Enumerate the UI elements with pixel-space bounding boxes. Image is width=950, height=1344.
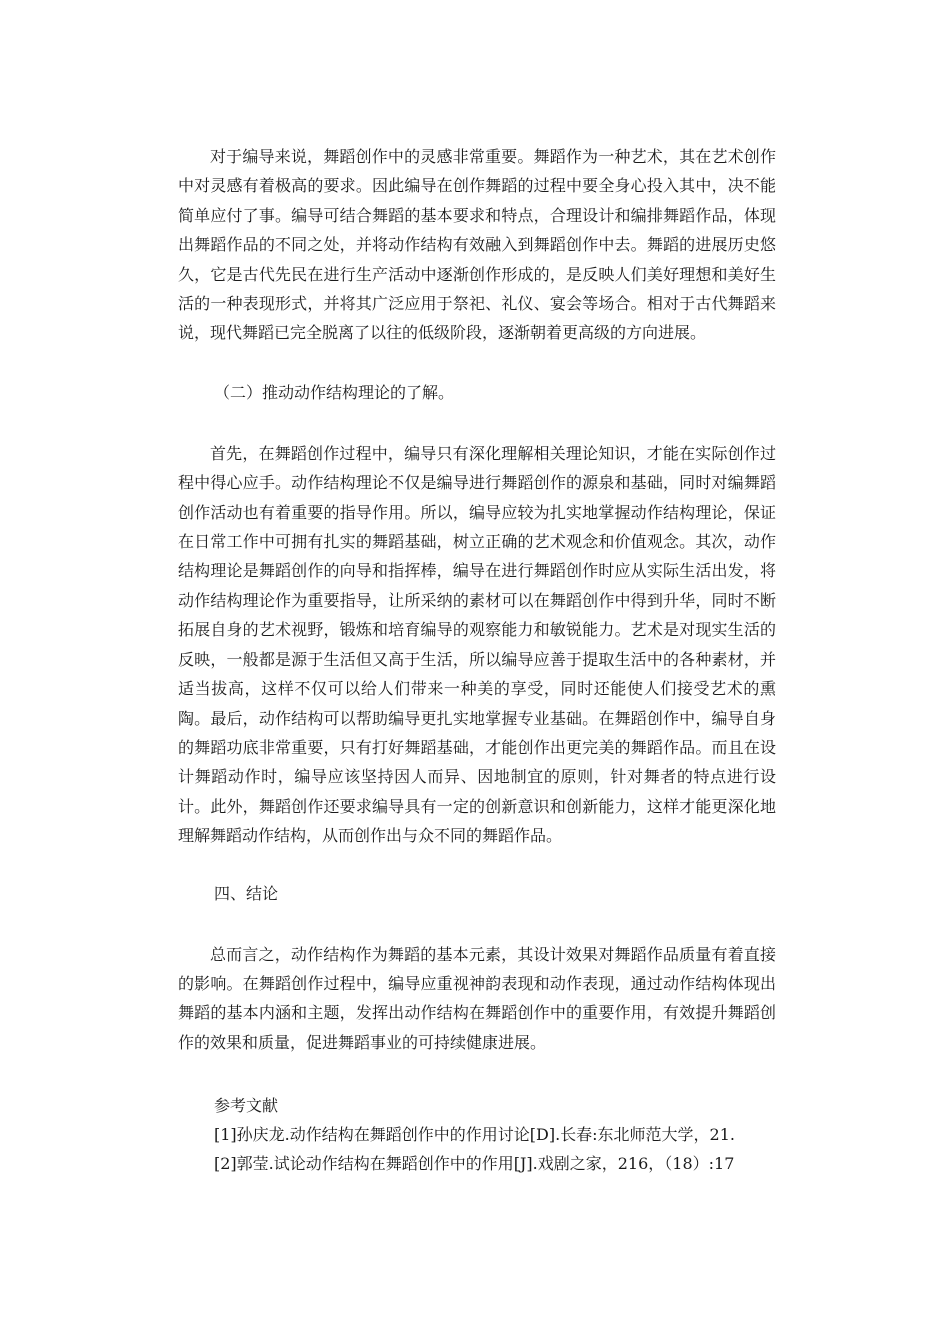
reference-item: [1]孙庆龙.动作结构在舞蹈创作中的作用讨论[D].长春:东北师范大学，21. [214,1125,735,1145]
references-heading: 参考文献 [214,1096,279,1116]
body-paragraph-conclusion: 总而言之，动作结构作为舞蹈的基本元素，其设计效果对舞蹈作品质量有着直接的影响。在舞蹈创作过程中，编导应重视神韵表现和动作表现，通过动作结构体现出舞蹈的基本内涵和主题，发挥出动作结构在舞蹈创作中的重要作用，有效提升舞蹈创作的效果和质量，促进舞蹈事业的可持续健康进展。 [178,944,776,1052]
subheading-theory: （二）推动动作结构理论的了解。 [214,382,455,402]
section-heading-conclusion: 四、结论 [214,883,279,903]
body-paragraph-inspiration: 对于编导来说，舞蹈创作中的灵感非常重要。舞蹈作为一种艺术，其在艺术创作中对灵感有着极高的要求。因此编导在创作舞蹈的过程中要全身心投入其中，决不能简单应付了事。编导可结合舞蹈的基本要求和特点，合理设计和编排舞蹈作品，体现出舞蹈作品的不同之处，并将动作结构有效融入到舞蹈创作中去。舞蹈的进展历史悠久，它是古代先民在进行生产活动中逐渐创作形成的，是反映人们美好理想和美好生活的一种表现形式，并将其广泛应用于祭祀、礼仪、宴会等场合。相对于古代舞蹈来说，现代舞蹈已完全脱离了以往的低级阶段，逐渐朝着更高级的方向进展。 [178,147,776,343]
reference-item: [2]郭莹.试论动作结构在舞蹈创作中的作用[J].戏剧之家，216，（18）:17 [214,1154,735,1174]
body-paragraph-theory: 首先，在舞蹈创作过程中，编导只有深化理解相关理论知识，才能在实际创作过程中得心应手。动作结构理论不仅是编导进行舞蹈创作的源泉和基础，同时对编舞蹈创作活动也有着重要的指导作用。所以，编导应较为扎实地掌握动作结构理论，保证在日常工作中可拥有扎实的舞蹈基础，树立正确的艺术观念和价值观念。其次，动作结构理论是舞蹈创作的向导和指挥棒，编导在进行舞蹈创作时应从实际生活出发，将动作结构理论作为重要指导，让所采纳的素材可以在舞蹈创作中得到升华，同时不断拓展自身的艺术视野，锻炼和培育编导的观察能力和敏锐能力。艺术是对现实生活的反映，一般都是源于生活但又高于生活，所以编导应善于提取生活中的各种素材，并适当拔高，这样不仅可以给人们带来一种美的享受，同时还能使人们接受艺术的熏陶。最后，动作结构可以帮助编导更扎实地掌握专业基础。在舞蹈创作中，编导自身的舞蹈功底非常重要，只有打好舞蹈基础，才能创作出更完美的舞蹈作品。而且在设计舞蹈动作时，编导应该坚持因人而异、因地制宜的原则，针对舞者的特点进行设计。此外，舞蹈创作还要求编导具有一定的创新意识和创新能力，这样才能更深化地理解舞蹈动作结构，从而创作出与众不同的舞蹈作品。 [178,443,776,846]
document-page [178,142,776,1178]
